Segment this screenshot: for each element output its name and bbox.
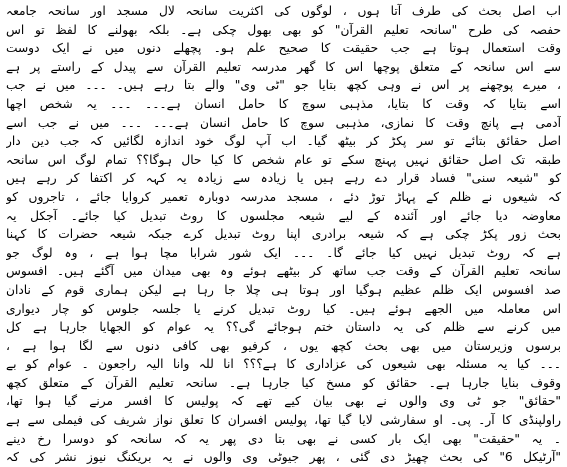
text-line: ۔۔۔ کیا یہ مسئلہ بھی شیعوں کی عزاداری کا ہے؟؟؟ انا للہ وانا الیہ راجعون ۔ عوام کو بے — [6, 357, 561, 372]
text-line: بحث زور پکڑ چکی ہے کہ شیعہ برادری اپنا روٹ تبدیل کرے جبکہ شیعہ حضرات کا کہنا — [6, 227, 561, 242]
text-line: حفصہ کی طرح "سانحہ تعلیم القرآن" کو بھی بھول چکی ہے۔ بلکہ بھولنے کا لفظ تو اس — [6, 22, 561, 37]
text-line: صد افسوس ایک ظلم عظیم ہوگیا اور ہوتا ہی چلا جا رہا ہے لیکن ہماری قوم کے نادان — [6, 282, 561, 297]
text-line: کو "شیعہ سنی" فساد قرار دے رہے ہیں یا زیادہ سے زیادہ یہ کہہ کر اکتفا کر رہے ہیں — [6, 171, 561, 186]
text-line: طبقہ تک اصل حقائق نہیں پہنچ سکے تو عام شخص کا کیا حال ہوگا؟؟ تمام لوگ اس سانحہ — [6, 152, 561, 167]
text-line: میں کرنے سے ظلم کی یہ داستان ختم ہوجائے گی؟؟ یہ عوام کو الجھایا جارہا ہے کل — [6, 320, 561, 335]
text-line: وقت استعمال ہوتا ہے جب حقیقت کا صحیح علم ہو۔ پچھلے دنوں میں نے ایک دوست — [6, 41, 561, 56]
text-line: آدمی ہے پانچ وقت کا نمازی، مذہبی سوچ کا حامل انسان ہے۔۔۔ ۔۔۔ میں نے جب اسے — [6, 115, 561, 130]
text-line: "حقائق" جو ٹی وی والوں نے بھی بیان کیے تھے کہ پولیس کا افسر مرنے گیا ہوا تھا، — [6, 394, 561, 409]
text-line: وقوف بنایا جارہا ہے۔ حقائق کو مسخ کیا جارہا ہے۔ سانحہ تعلیم القرآن کے متعلق کچھ — [6, 375, 561, 390]
text-line: اس معاملہ میں الجھے ہوئے ہیں۔ کیا روٹ تبدیل کرنے یا جلسہ جلوس کو چار دیواری — [6, 301, 561, 316]
text-line: "آرٹیکل 6" کی بحث چھیڑ دی گئی ، پھر جیوٹی وی والوں نے یہ بریکنگ نیوز نشر کی کہ — [6, 450, 561, 465]
text-line: سانحہ تعلیم القرآن کے وقت جب ساتھ کر بیٹھے ہوئے وہ بھی میدان میں آگئے ہیں۔ افسوس — [6, 264, 561, 279]
text-line: اسے بتایا کہ وقت کا بتایا، مذہبی سوچ کا حامل انسان ہے۔۔۔ ۔۔۔ یہ شخص اچھا — [6, 96, 561, 111]
text-line: ہے کہ روٹ تبدیل نہیں کیا جائے گا۔ ۔۔۔ ایک شور شرابا مچا ہوا ہے ، وہ لوگ جو — [6, 245, 561, 260]
text-line: ۔ یہ "حقیقت" بھی ایک بار کسی نے بھی بتا دی پھر یہ کہ سانحہ کو دوسرا رخ دینے — [6, 431, 561, 446]
text-line: معاوضہ دیا جائے اور آئندہ کے لیے شیعہ مجلسوں کا روٹ تبدیل کیا جائے۔ آجکل یہ — [6, 208, 561, 223]
text-line: سے اس سانحہ کے متعلق پوچھا اس کا گھر مدرسہ تعلیم القرآن سے پیدل کے راستے پر ہے — [6, 59, 561, 74]
text-line: اصل حقائق بتائے تو سر پکڑ کر بیٹھ گیا۔ اب آپ لوگ خود اندازہ لگائیں کہ جب دین دار — [6, 134, 561, 149]
text-line: برسوں وزیرستان میں بھی بحث کچھ یوں ، کرفیو بھی کافی دنوں سے لگا ہوا ہے ، — [6, 338, 561, 353]
text-line: کہ شیعوں نے ظلم کے پہاڑ توڑ دئے ، مسجد مدرسہ دوبارہ تعمیر کروایا جائے ، تاجروں کو — [6, 189, 561, 204]
text-line: اب اصل بحث کی طرف آتا ہوں ، لوگوں کی اکثریت سانحہ لال مسجد اور سانحہ جامعہ — [6, 4, 561, 18]
text-line: راولپنڈی کا آر۔ پی۔ او سفارشی لایا گیا تھا، پولیس افسران کا تعلق نواز شریف کی فیملی سے ہے — [6, 413, 561, 428]
text-line: ، میرے پوچھنے پر اس نے وہی کچھ بتایا جو "ٹی وی" والے بتا رہے ہیں۔ ۔۔۔ میں نے جب — [6, 78, 561, 93]
